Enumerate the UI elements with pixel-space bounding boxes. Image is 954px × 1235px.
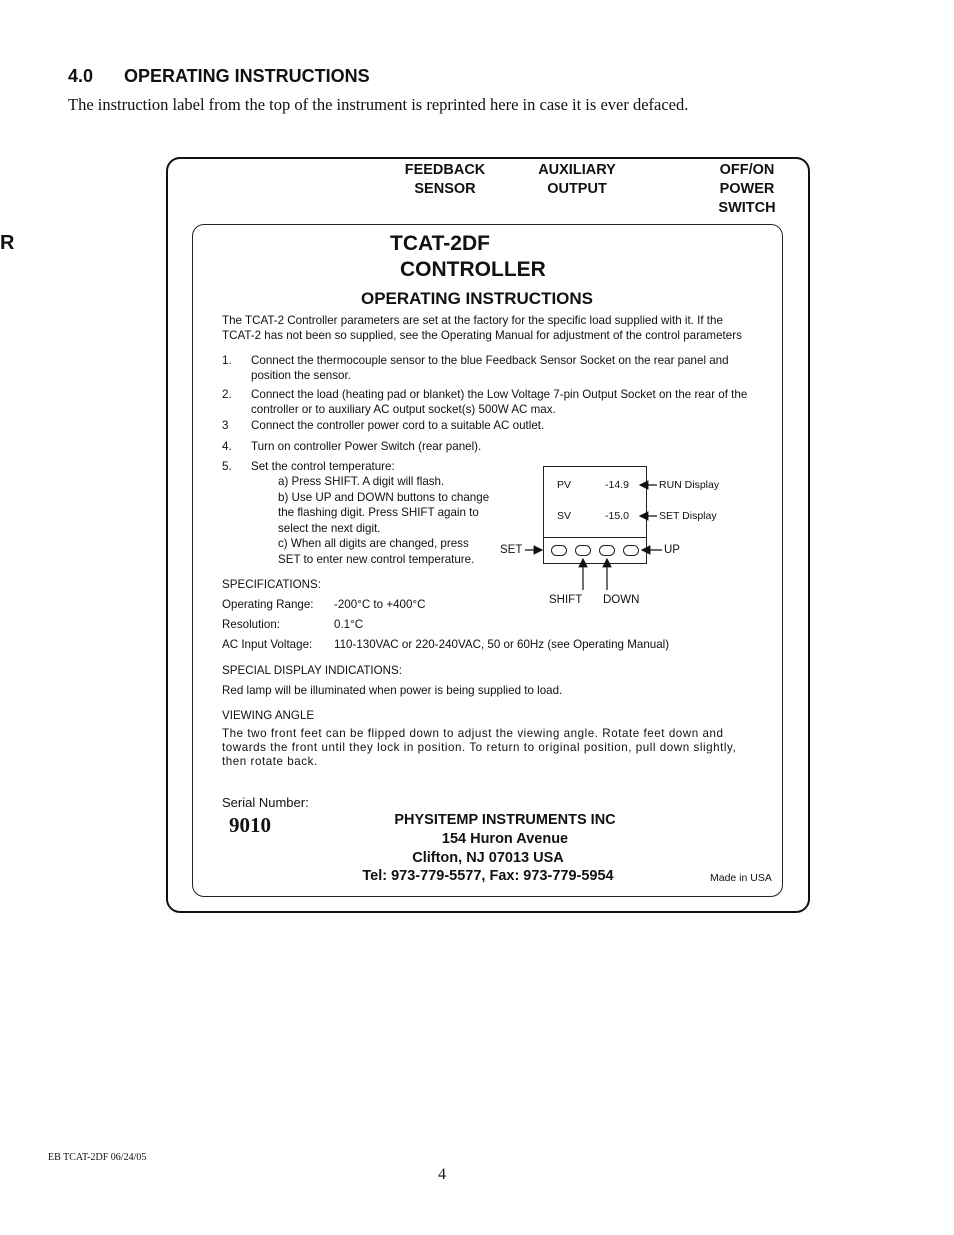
serial-label: Serial Number: [222,795,309,810]
company-street: 154 Huron Avenue [441,831,569,847]
step-1: 1. Connect the thermocouple sensor to the blue Feedback Sensor Socket on the rear panel and position the sensor. [222,354,729,382]
pv-label: PV [557,479,572,491]
down-key-label: DOWN [603,594,640,606]
sv-value: -15.0 [605,510,629,522]
spec-ac-input: AC Input Voltage: 110-130VAC or 220-240VAC, 50 or 60Hz (see Operating Manual) [222,638,670,651]
specs-heading: SPECIFICATIONS: [222,578,321,591]
page-number: 4 [438,1166,446,1183]
section-intro: The instruction label from the top of the instrument is reprinted here in case it is ever defaced. [68,95,689,114]
set-display-caption: SET Display [659,510,717,522]
step-5-substeps: a) Press SHIFT. A digit will flash. b) Use UP and DOWN buttons to change the flashing digit. Press SHIFT again to select the next digit. c) When all digits are changed, press SET to enter new control temperature. [278,475,490,566]
up-key-label: UP [664,544,680,556]
run-display-caption: RUN Display [659,479,720,491]
pv-value: -14.9 [605,479,629,491]
shift-key-label: SHIFT [549,594,583,606]
edge-text: R [0,232,15,254]
step-5: 5. Set the control temperature: [222,460,395,473]
feedback-sensor-label: FEEDBACK SENSOR [404,162,486,197]
set-key-label: SET [500,544,523,556]
step-3: 3 Connect the controller power cord to a suitable AC outlet. [222,419,545,432]
label-title-controller: CONTROLLER [400,258,546,281]
step-4: 4. Turn on controller Power Switch (rear panel). [222,440,482,453]
serial-value: 9010 [229,813,271,837]
document-code: EB TCAT-2DF 06/24/05 [48,1152,147,1163]
special-text: Red lamp will be illuminated when power is being supplied to load. [222,684,563,697]
auxiliary-output-label: AUXILIARY OUTPUT [538,162,616,197]
company-name: PHYSITEMP INSTRUMENTS INC [394,812,616,828]
made-in-usa: Made in USA [710,872,772,884]
label-intro: The TCAT-2 Controller parameters are set at the factory for the specific load supplied with it. If the TCAT-2 has not been so supplied, see the Operating Manual for adjustment of the control parameters [222,314,742,342]
step-2: 2. Connect the load (heating pad or blanket) the Low Voltage 7-pin Output Socket on the rear of the controller or to auxiliary AC output socket(s) 500W AC max. [222,388,748,416]
power-switch-label: OFF/ON POWER SWITCH [718,162,776,216]
section-number: 4.0 [68,66,94,86]
label-subtitle: OPERATING INSTRUCTIONS [361,289,594,308]
special-heading: SPECIAL DISPLAY INDICATIONS: [222,664,402,677]
section-title: OPERATING INSTRUCTIONS [124,66,370,86]
sv-label: SV [557,510,572,522]
viewing-heading: VIEWING ANGLE [222,709,315,722]
spec-operating-range: Operating Range: -200°C to +400°C [222,598,426,611]
viewing-text: The two front feet can be flipped down to adjust the viewing angle. Rotate feet down and towards the front until they lock in position. To return to original position, pull down slightly, then rotate back. [222,727,737,768]
company-phone: Tel: 973-779-5577, Fax: 973-779-5954 [362,868,614,884]
spec-resolution: Resolution: 0.1°C [222,618,364,631]
company-city: Clifton, NJ 07013 USA [412,850,564,866]
label-title-model: TCAT-2DF [390,232,490,255]
